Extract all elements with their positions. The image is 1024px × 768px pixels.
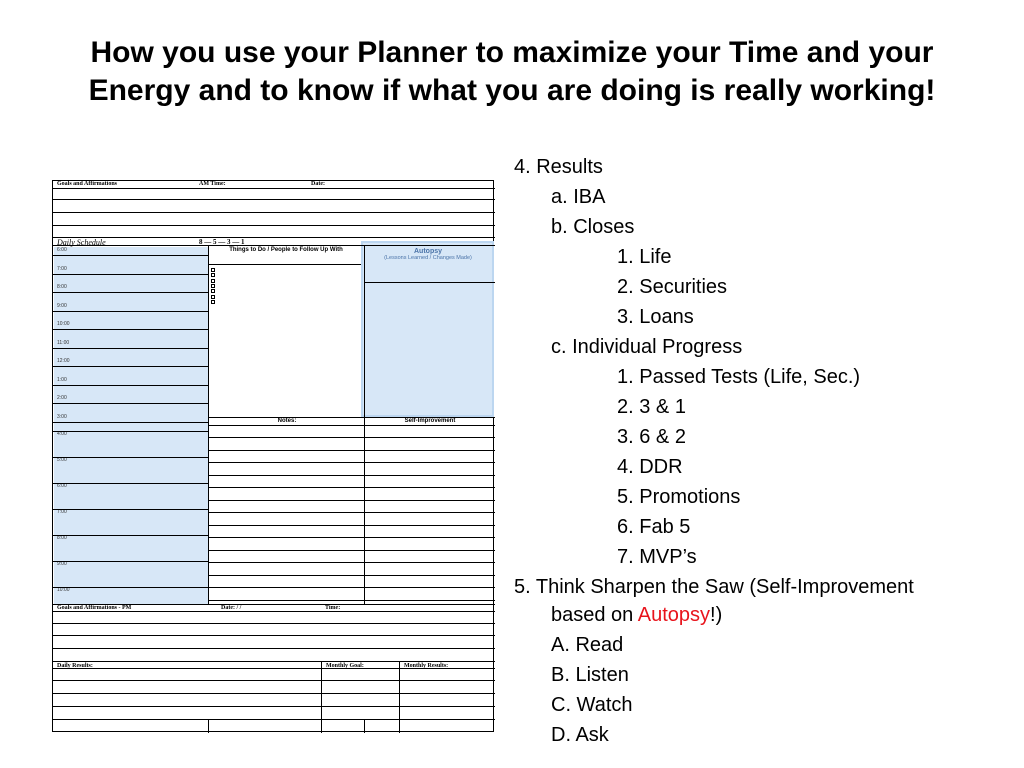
date-label: Date: bbox=[311, 181, 325, 187]
form-rule-line bbox=[53, 604, 495, 605]
outline-item-securities: 2. Securities bbox=[617, 276, 728, 298]
form-rule-line bbox=[53, 648, 495, 649]
todo-checkbox bbox=[211, 268, 215, 272]
am-time-label: AM Time: bbox=[199, 181, 226, 187]
form-rule-line bbox=[209, 475, 495, 476]
form-rule-line bbox=[53, 561, 208, 562]
todo-checkbox bbox=[211, 295, 215, 299]
form-rule-line bbox=[53, 535, 208, 536]
form-column-line bbox=[364, 245, 365, 605]
pm-time-label: Time: bbox=[325, 605, 341, 611]
schedule-time-label: 10:00 bbox=[57, 321, 70, 327]
form-rule-line bbox=[53, 385, 208, 386]
form-rule-line bbox=[53, 237, 495, 238]
notes-label: Notes: bbox=[277, 418, 297, 424]
outline-item-promotions: 5. Promotions bbox=[617, 486, 741, 508]
form-column-line bbox=[321, 661, 322, 733]
outline-item-iba: a. IBA bbox=[551, 186, 606, 208]
monthly-goal-label: Monthly Goal: bbox=[326, 663, 364, 669]
form-rule-line bbox=[209, 562, 495, 563]
outline-item-watch: C. Watch bbox=[551, 694, 633, 716]
form-column-line bbox=[364, 719, 365, 733]
form-rule-line bbox=[209, 425, 495, 426]
form-rule-line bbox=[209, 462, 495, 463]
schedule-time-label: 7:00 bbox=[57, 265, 67, 272]
form-rule-line bbox=[209, 600, 495, 601]
outline-item-loans: 3. Loans bbox=[617, 306, 694, 328]
autopsy-title: Autopsy bbox=[414, 248, 442, 255]
schedule-time-label: 2:00 bbox=[57, 395, 67, 401]
form-rule-line bbox=[53, 661, 495, 662]
outline-item-individual-progress: c. Individual Progress bbox=[551, 336, 743, 358]
outline-item-mvps: 7. MVP’s bbox=[617, 546, 697, 568]
pm-date-label: Date: / / bbox=[221, 605, 242, 611]
goals-am-label: Goals and Affirmations bbox=[57, 181, 118, 187]
form-column-line bbox=[208, 245, 209, 605]
planner-page-image bbox=[52, 180, 494, 732]
form-rule-line bbox=[53, 457, 208, 458]
closing-text: !) bbox=[710, 604, 723, 626]
schedule-time-label: 11:00 bbox=[57, 339, 70, 346]
form-rule-line bbox=[53, 668, 495, 669]
form-rule-line bbox=[209, 417, 495, 418]
todo-checkbox bbox=[211, 289, 215, 293]
outline-item-sharpen-the-saw: 5. Think Sharpen the Saw (Self-Improvement bbox=[514, 576, 914, 598]
based-on-text: based on bbox=[551, 604, 638, 626]
form-column-line bbox=[208, 719, 209, 733]
outline-item-3-and-1: 2. 3 & 1 bbox=[617, 396, 686, 418]
form-rule-line bbox=[53, 693, 495, 694]
formula-label: 8 — 5 — 3 — 1 bbox=[199, 238, 245, 246]
outline-item-results: 4. Results bbox=[514, 156, 603, 178]
form-rule-line bbox=[53, 611, 495, 612]
outline-item-fab-5: 6. Fab 5 bbox=[617, 516, 691, 538]
daily-schedule-area bbox=[54, 247, 208, 605]
schedule-time-label: 6:00 bbox=[57, 483, 67, 489]
form-rule-line bbox=[209, 512, 495, 513]
form-rule-line bbox=[53, 188, 495, 189]
form-rule-line bbox=[209, 487, 495, 488]
schedule-time-label: 9:00 bbox=[57, 302, 67, 309]
form-rule-line bbox=[209, 500, 495, 501]
schedule-time-label: 5:00 bbox=[57, 457, 67, 463]
form-rule-line bbox=[53, 422, 208, 423]
slide-title bbox=[0, 34, 1024, 110]
form-rule-line bbox=[53, 255, 208, 256]
todo-checkbox bbox=[211, 284, 215, 288]
form-rule-line bbox=[209, 575, 495, 576]
form-rule-line bbox=[53, 366, 208, 367]
form-rule-line bbox=[53, 680, 495, 681]
form-rule-line bbox=[53, 509, 208, 510]
outline-item-6-and-2: 3. 6 & 2 bbox=[617, 426, 686, 448]
form-rule-line bbox=[53, 403, 208, 404]
schedule-time-label: 3:00 bbox=[57, 413, 67, 420]
schedule-time-label: 12:00 bbox=[57, 358, 70, 364]
form-rule-line bbox=[53, 311, 208, 312]
outline-item-ddr: 4. DDR bbox=[617, 456, 683, 478]
form-rule-line bbox=[53, 623, 495, 624]
slide-title-line-2: Energy and to know if what you are doing is really working! bbox=[88, 74, 936, 107]
form-rule-line bbox=[209, 264, 361, 265]
form-rule-line bbox=[209, 437, 495, 438]
form-rule-line bbox=[209, 450, 495, 451]
form-rule-line bbox=[53, 292, 208, 293]
schedule-time-label: 8:00 bbox=[57, 535, 67, 541]
form-rule-line bbox=[209, 550, 495, 551]
outline-item-closes: b. Closes bbox=[551, 216, 635, 238]
slide-title-line-1: How you use your Planner to maximize your Time and your bbox=[90, 36, 934, 69]
form-rule-line bbox=[53, 274, 208, 275]
form-rule-line bbox=[209, 525, 495, 526]
goals-pm-label: Goals and Affirmations - PM bbox=[57, 605, 132, 611]
form-rule-line bbox=[53, 587, 208, 588]
things-to-do-label: Things to Do / People to Follow Up With bbox=[229, 247, 343, 253]
outline-item-listen: B. Listen bbox=[551, 664, 629, 686]
schedule-time-label: 4:00 bbox=[57, 431, 67, 437]
form-rule-line bbox=[53, 706, 495, 707]
form-rule-line bbox=[53, 483, 208, 484]
form-rule-line bbox=[53, 348, 208, 349]
schedule-time-label: 6:00 bbox=[57, 247, 67, 253]
daily-results-label: Daily Results: bbox=[57, 663, 93, 669]
outline-item-read: A. Read bbox=[551, 634, 624, 656]
outline-item-life: 1. Life bbox=[617, 246, 672, 268]
form-rule-line bbox=[53, 719, 495, 720]
form-rule-line bbox=[53, 212, 495, 213]
schedule-time-label: 8:00 bbox=[57, 284, 67, 290]
form-rule-line bbox=[53, 635, 495, 636]
form-rule-line bbox=[209, 587, 495, 588]
form-rule-line bbox=[209, 537, 495, 538]
form-rule-line bbox=[53, 225, 495, 226]
self-improvement-label: Self-Improvement bbox=[404, 418, 456, 424]
outline-item-ask: D. Ask bbox=[551, 724, 609, 746]
schedule-time-label: 9:00 bbox=[57, 561, 67, 567]
form-rule-line bbox=[53, 329, 208, 330]
form-rule-line bbox=[53, 199, 495, 200]
monthly-results-label: Monthly Results: bbox=[404, 663, 449, 669]
todo-checkbox bbox=[211, 279, 215, 283]
schedule-time-label: 1:00 bbox=[57, 376, 67, 383]
autopsy-highlight: Autopsy bbox=[637, 604, 711, 626]
schedule-time-label: 7:00 bbox=[57, 509, 67, 515]
autopsy-subtitle: (Lessons Learned / Changes Made) bbox=[384, 255, 472, 261]
todo-checkbox bbox=[211, 273, 215, 277]
outline-item-sharpen-the-saw-cont bbox=[551, 600, 722, 630]
form-rule-line bbox=[53, 431, 208, 432]
outline-item-passed-tests: 1. Passed Tests (Life, Sec.) bbox=[617, 366, 861, 388]
autopsy-area bbox=[361, 241, 494, 417]
form-rule-line bbox=[365, 282, 495, 283]
form-column-line bbox=[399, 661, 400, 733]
todo-checkbox bbox=[211, 300, 215, 304]
daily-schedule-label: Daily Schedule bbox=[57, 238, 106, 247]
schedule-time-label: 10:00 bbox=[57, 587, 70, 593]
form-rule-line bbox=[53, 245, 495, 246]
